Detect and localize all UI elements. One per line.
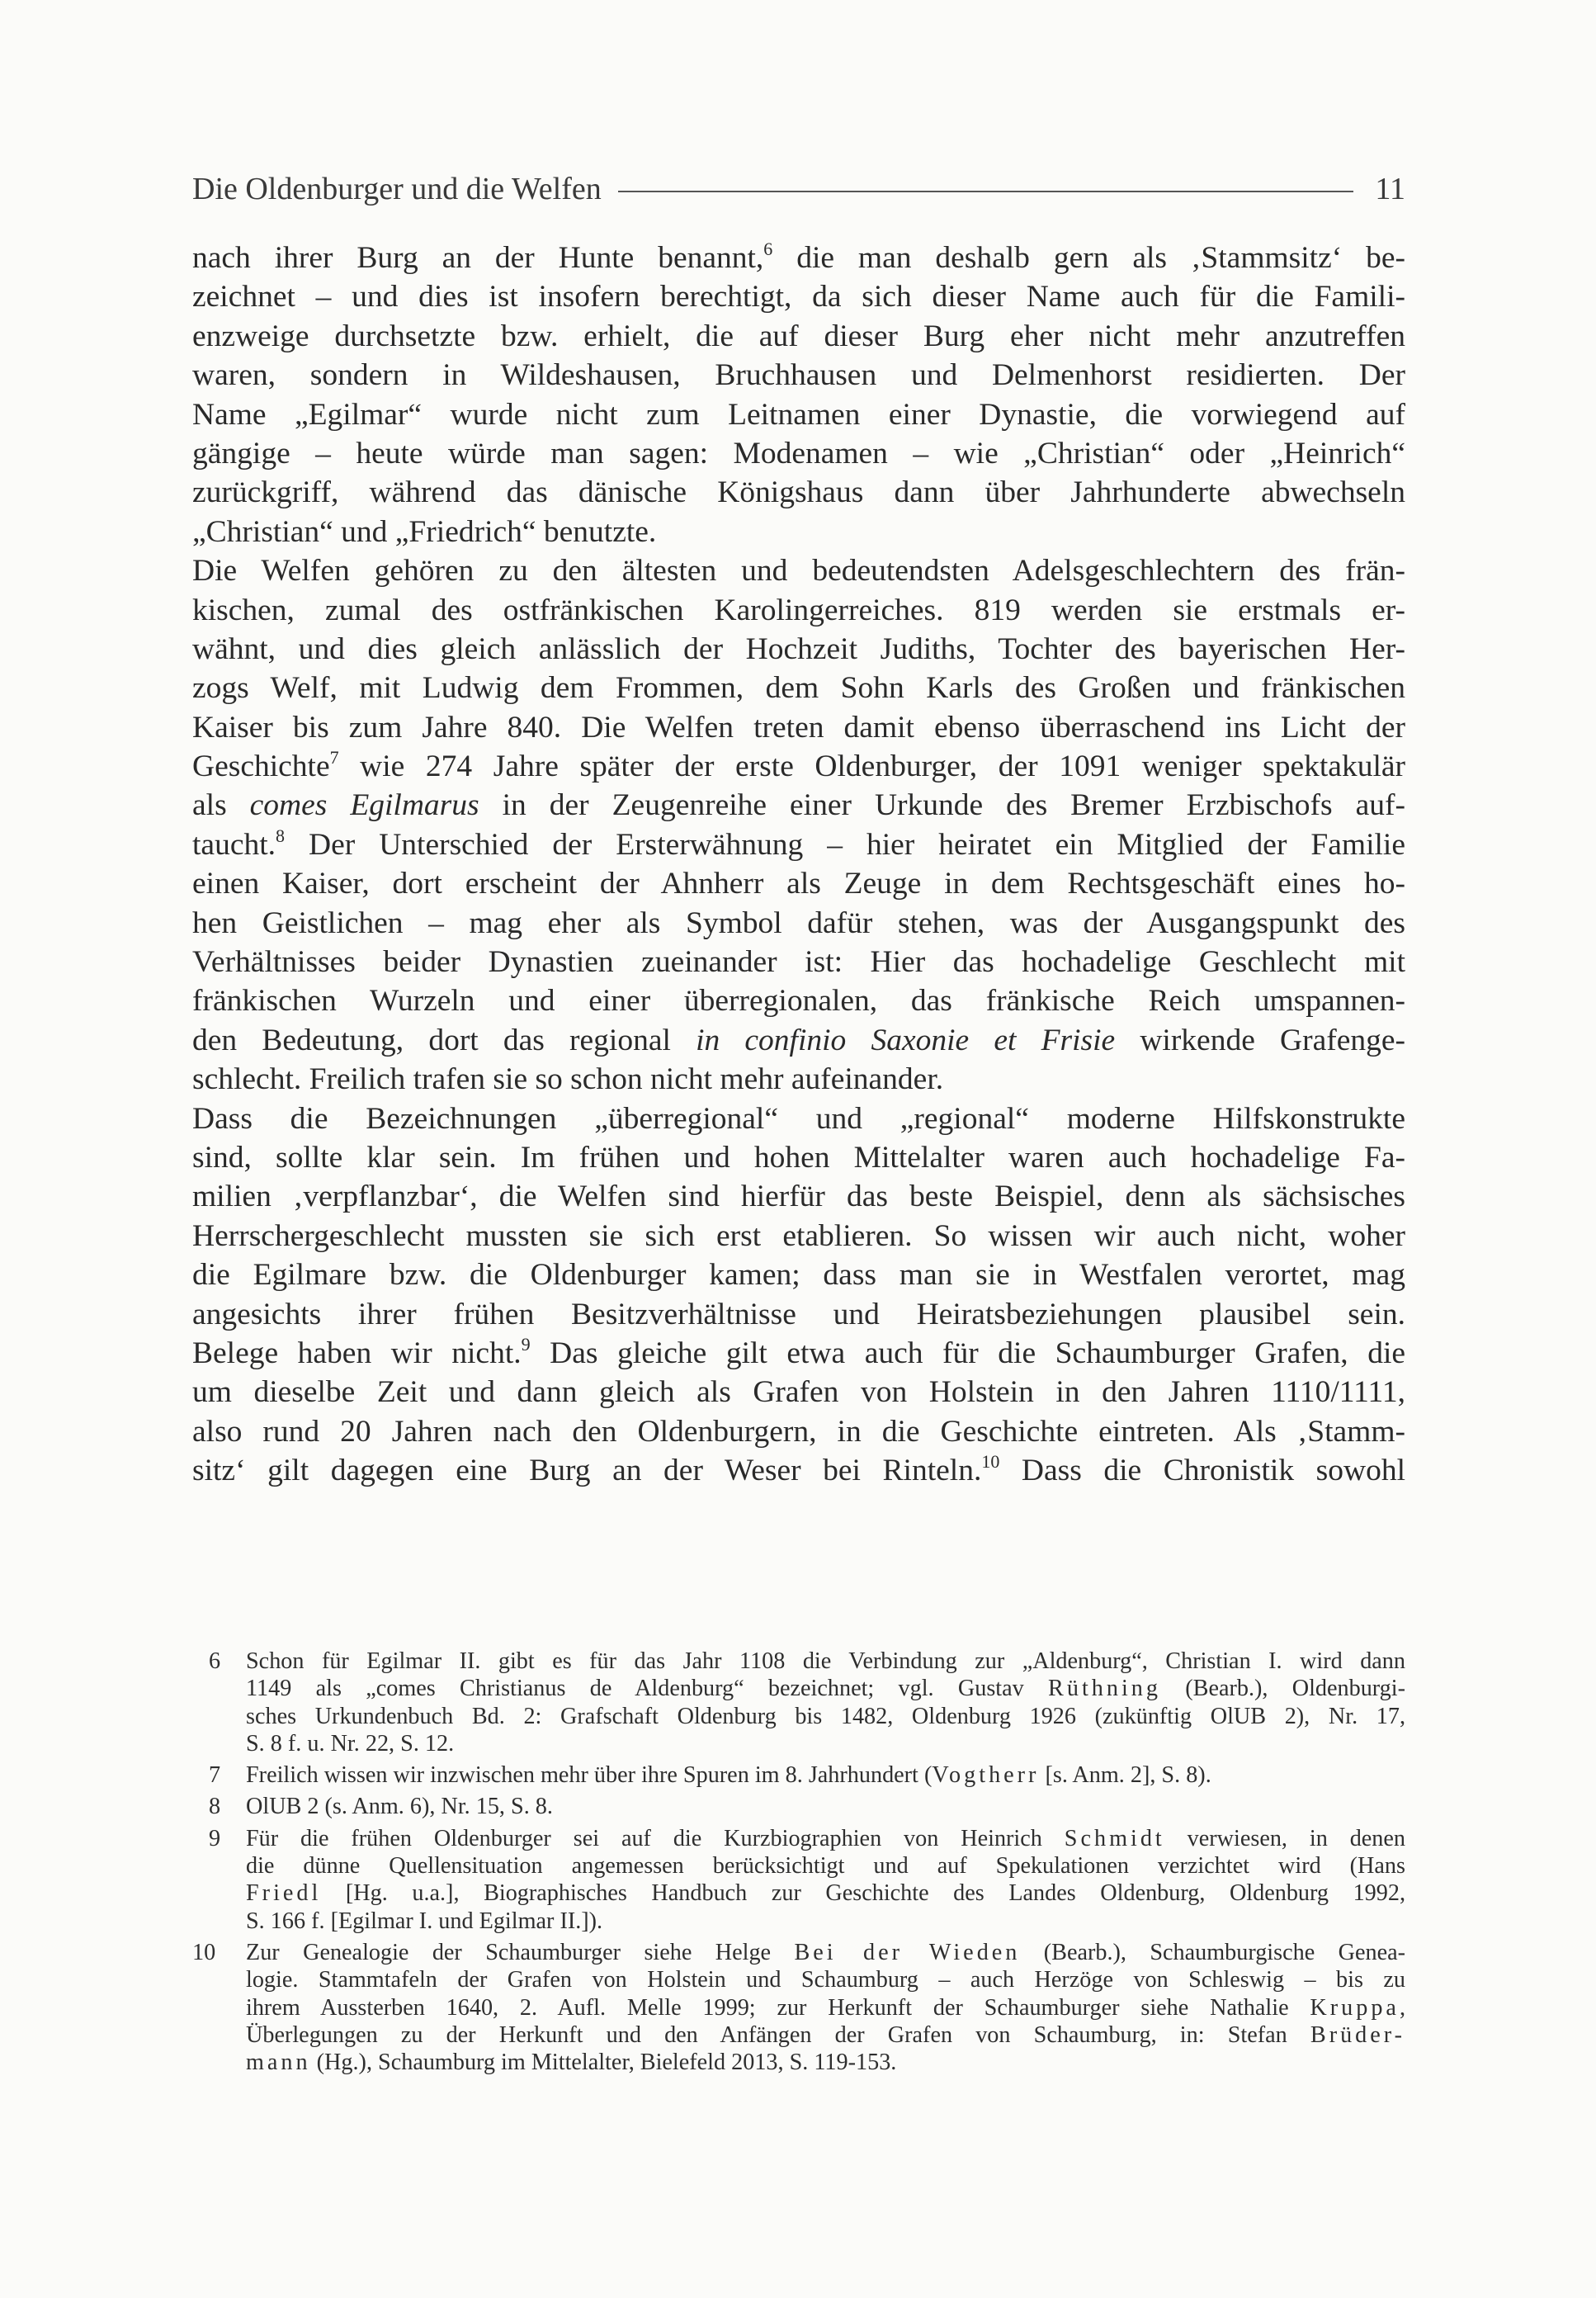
text-run: Zur Genealogie der Schaumburger siehe Helge — [246, 1939, 795, 1965]
footnote-line — [246, 1852, 1405, 1880]
text-run: also rund 20 Jahren nach den Oldenburgern, in die Geschichte eintreten. Als ‚Stamm- — [192, 1414, 1405, 1449]
text-run: comes Egilmarus — [249, 788, 479, 823]
text-run: sches Urkundenbuch Bd. 2: Grafschaft Oldenburg bis 1482, Oldenburg 1926 (zukünftig OlUB 2), Nr. 17, — [246, 1703, 1405, 1729]
text-run: Kruppa — [1310, 1994, 1400, 2021]
text-line — [192, 825, 1405, 864]
text-run: S. 8 f. u. Nr. 22, S. 12. — [246, 1730, 455, 1757]
text-line — [192, 513, 1405, 551]
text-run: um dieselbe Zeit und dann gleich als Grafen von Holstein in den Jahren 1110/1111, — [192, 1375, 1405, 1410]
text-run: Überlegungen zu der Herkunft und den Anfängen der Grafen von Schaumburg, in: Stefan — [246, 2021, 1310, 2048]
text-run: Die Welfen gehören zu den ältesten und bedeutendsten Adelsgeschlechtern des frän- — [192, 554, 1405, 589]
footnote-number: 7 — [209, 1762, 221, 1789]
text-run: Dass die Bezeichnungen „überregional“ und „regional“ moderne Hilfskonstrukte — [192, 1101, 1405, 1136]
text-line — [192, 1451, 1405, 1490]
text-run: Vogtherr — [932, 1762, 1040, 1789]
text-line — [192, 669, 1405, 707]
text-run: in confinio Saxonie et Frisie — [696, 1023, 1116, 1057]
footnote-10 — [192, 1939, 1405, 2076]
text-run: fränkischen Wurzeln und einer überregionalen, das fränkische Reich umspannen- — [192, 984, 1405, 1019]
text-run: mann — [246, 2050, 311, 2076]
text-run: gängige – heute würde man sagen: Modenamen – wie „Christian“ oder „Heinrich“ — [192, 436, 1405, 470]
footnote-number: 9 — [209, 1825, 221, 1851]
text-line — [192, 1099, 1405, 1138]
text-run: [Hg. u.a.], Biographisches Handbuch zur Geschichte des Landes Oldenburg, Oldenburg 1992, — [321, 1880, 1405, 1907]
text-run: Geschichte — [192, 749, 330, 784]
text-run: kischen, zumal des ostfränkischen Karolingerreiches. 819 werden sie erstmals er- — [192, 593, 1405, 627]
text-run: Friedl — [246, 1880, 322, 1907]
text-run: sind, sollte klar sein. Im frühen und hohen Mittelalter waren auch hochadelige Fa- — [192, 1140, 1405, 1175]
text-run: zogs Welf, mit Ludwig dem Frommen, dem Sohn Karls des Großen und fränkischen — [192, 671, 1405, 706]
text-run: die dünne Quellensituation angemessen berücksichtigt und auf Spekulationen verzichtet wird (Hans — [246, 1853, 1405, 1880]
text-line — [192, 317, 1405, 356]
text-line — [192, 239, 1405, 277]
text-run: Bei der Wieden — [794, 1939, 1021, 1965]
footnotes — [192, 1648, 1405, 2080]
footnote-line — [246, 1648, 1405, 1675]
footnote-line — [246, 1703, 1405, 1730]
text-line — [192, 1295, 1405, 1334]
text-line — [192, 356, 1405, 395]
text-run: , — [1399, 1994, 1405, 2021]
text-line — [192, 747, 1405, 786]
text-run: Kaiser bis zum Jahre 840. Die Welfen treten damit ebenso überraschend ins Licht der — [192, 710, 1405, 745]
text-run: (Bearb.), Oldenburgi- — [1160, 1676, 1405, 1702]
footnote-8 — [192, 1793, 1405, 1820]
text-run: milien ‚verpflanzbar‘, die Welfen sind hierfür das beste Beispiel, denn als sächsisches — [192, 1180, 1405, 1214]
text-run: Schon für Egilmar II. gibt es für das Jahr 1108 die Verbindung zur „Aldenburg“, Christian I. wird dann — [246, 1648, 1405, 1674]
body-text — [192, 239, 1405, 1491]
text-run: ihrem Aussterben 1640, 2. Aufl. Melle 1999; zur Herkunft der Schaumburger siehe Nathalie — [246, 1994, 1310, 2021]
text-run: Herrschergeschlecht mussten sie sich erst etablieren. So wissen wir auch nicht, woher — [192, 1218, 1405, 1253]
text-run: schlecht. Freilich trafen sie so schon nicht mehr aufeinander. — [192, 1062, 944, 1097]
text-run: Name „Egilmar“ wurde nicht zum Leitnamen einer Dynastie, die vorwiegend auf — [192, 397, 1405, 432]
text-run: Belege haben wir nicht. — [192, 1336, 522, 1370]
text-line — [192, 943, 1405, 981]
text-line — [192, 630, 1405, 669]
text-line — [192, 277, 1405, 316]
footnote-ref-8[interactable]: 8 — [276, 825, 286, 846]
text-line — [192, 1177, 1405, 1216]
footnote-number: 8 — [209, 1794, 221, 1820]
running-head-title: Die Oldenburger und die Welfen — [192, 172, 602, 206]
text-line — [192, 1373, 1405, 1411]
page-number: 11 — [1375, 172, 1405, 206]
text-line — [192, 786, 1405, 825]
footnote-line — [246, 1825, 1405, 1852]
running-head-rule — [618, 191, 1354, 192]
text-run: waren, sondern in Wildeshausen, Bruchhausen und Delmenhorst residierten. Der — [192, 358, 1405, 393]
footnote-ref-7[interactable]: 7 — [329, 747, 339, 768]
text-run: hen Geistlichen – mag eher als Symbol dafür stehen, was der Ausgangspunkt des — [192, 905, 1405, 940]
text-run: Verhältnisses beider Dynastien zueinander ist: Hier das hochadelige Geschlecht mit — [192, 945, 1405, 980]
text-line — [192, 591, 1405, 630]
text-line — [192, 904, 1405, 943]
footnote-ref-10[interactable]: 10 — [981, 1451, 1000, 1473]
footnote-ref-6[interactable]: 6 — [763, 239, 773, 259]
footnote-line — [246, 1939, 1405, 1966]
text-run: enzweige durchsetzte bzw. erhielt, die auf dieser Burg eher nicht mehr anzutreffen — [192, 319, 1405, 353]
text-run: die man deshalb gern als ‚Stammsitz‘ be- — [772, 241, 1405, 275]
text-run: taucht. — [192, 827, 276, 862]
text-run: wirkende Grafenge- — [1115, 1023, 1405, 1057]
footnote-line — [246, 1966, 1405, 1993]
text-run: Das gleiche gilt etwa auch für die Schaumburger Grafen, die — [530, 1336, 1406, 1370]
text-run: Schmidt — [1064, 1825, 1165, 1851]
text-line — [192, 864, 1405, 903]
text-run: in der Zeugenreihe einer Urkunde des Bremer Erzbischofs auf- — [479, 788, 1405, 823]
text-run: logie. Stammtafeln der Grafen von Holstein und Schaumburg – auch Herzöge von Schleswig – bis zu — [246, 1967, 1405, 1993]
text-line — [192, 473, 1405, 512]
footnote-9 — [192, 1825, 1405, 1935]
text-run: 1149 als „comes Christianus de Aldenburg“ bezeichnet; vgl. Gustav — [246, 1676, 1049, 1702]
text-run: (Bearb.), Schaumburgische Genea- — [1020, 1939, 1405, 1965]
text-run: wie 274 Jahre später der erste Oldenburger, der 1091 weniger spektakulär — [338, 749, 1405, 784]
text-run: den Bedeutung, dort das regional — [192, 1023, 696, 1057]
text-run: als — [192, 788, 250, 823]
text-run: (Hg.), Schaumburg im Mittelalter, Bielefeld 2013, S. 119-153. — [310, 2050, 897, 2076]
footnote-line — [246, 2049, 1405, 2076]
footnote-line — [246, 1994, 1405, 2021]
text-line — [192, 1138, 1405, 1177]
footnote-line — [246, 1675, 1405, 1702]
footnote-number: 6 — [209, 1648, 221, 1674]
text-line — [192, 434, 1405, 473]
text-run: die Egilmare bzw. die Oldenburger kamen; dass man sie in Westfalen verortet, mag — [192, 1258, 1405, 1293]
text-line — [192, 551, 1405, 590]
footnote-line — [246, 1761, 1405, 1789]
text-line — [192, 1021, 1405, 1060]
text-run: Der Unterschied der Ersterwähnung – hier heiratet ein Mitglied der Familie — [285, 827, 1405, 862]
text-line — [192, 1412, 1405, 1451]
footnote-7 — [192, 1761, 1405, 1789]
text-line — [192, 1217, 1405, 1255]
footnote-line — [246, 1908, 1405, 1935]
text-run: verwiesen, in denen — [1164, 1825, 1406, 1851]
text-line — [192, 1334, 1405, 1373]
footnote-line — [246, 1880, 1405, 1907]
footnote-line — [246, 1793, 1405, 1820]
footnote-6 — [192, 1648, 1405, 1757]
text-run: „Christian“ und „Friedrich“ benutzte. — [192, 514, 657, 549]
text-run: Freilich wissen wir inzwischen mehr über ihre Spuren im 8. Jahrhundert ( — [246, 1762, 933, 1789]
text-run: Rüthning — [1048, 1676, 1161, 1702]
text-run: S. 166 f. [Egilmar I. und Egilmar II.]). — [246, 1908, 603, 1934]
text-run: wähnt, und dies gleich anlässlich der Hochzeit Judiths, Tochter des bayerischen Her- — [192, 631, 1405, 666]
text-line — [192, 708, 1405, 747]
running-head — [192, 168, 1405, 210]
text-line — [192, 981, 1405, 1020]
text-run: zeichnet – und dies ist insofern berechtigt, da sich dieser Name auch für die Famili- — [192, 280, 1405, 314]
text-run: Brüder- — [1310, 2021, 1405, 2048]
text-run: angesichts ihrer frühen Besitzverhältnisse und Heiratsbeziehungen plausibel sein. — [192, 1297, 1405, 1331]
text-run: nach ihrer Burg an der Hunte benannt, — [192, 241, 764, 275]
text-run: zurückgriff, während das dänische Königshaus dann über Jahrhunderte abwechseln — [192, 475, 1405, 510]
text-run: Für die frühen Oldenburger sei auf die Kurzbiographien von Heinrich — [246, 1825, 1065, 1851]
text-run: einen Kaiser, dort erscheint der Ahnherr als Zeuge in dem Rechtsgeschäft eines ho- — [192, 867, 1405, 901]
footnote-ref-9[interactable]: 9 — [521, 1333, 531, 1355]
text-line — [192, 1255, 1405, 1294]
footnote-line — [246, 2021, 1405, 2049]
text-run: OlUB 2 (s. Anm. 6), Nr. 15, S. 8. — [246, 1794, 553, 1820]
footnote-line — [246, 1730, 1405, 1757]
text-line — [192, 395, 1405, 434]
text-run: Dass die Chronistik sowohl — [999, 1454, 1406, 1488]
footnote-number: 10 — [192, 1939, 216, 1965]
text-run: [s. Anm. 2], S. 8). — [1039, 1762, 1211, 1789]
text-line — [192, 1060, 1405, 1099]
text-run: sitz‘ gilt dagegen eine Burg an der Weser bei Rinteln. — [192, 1454, 982, 1488]
